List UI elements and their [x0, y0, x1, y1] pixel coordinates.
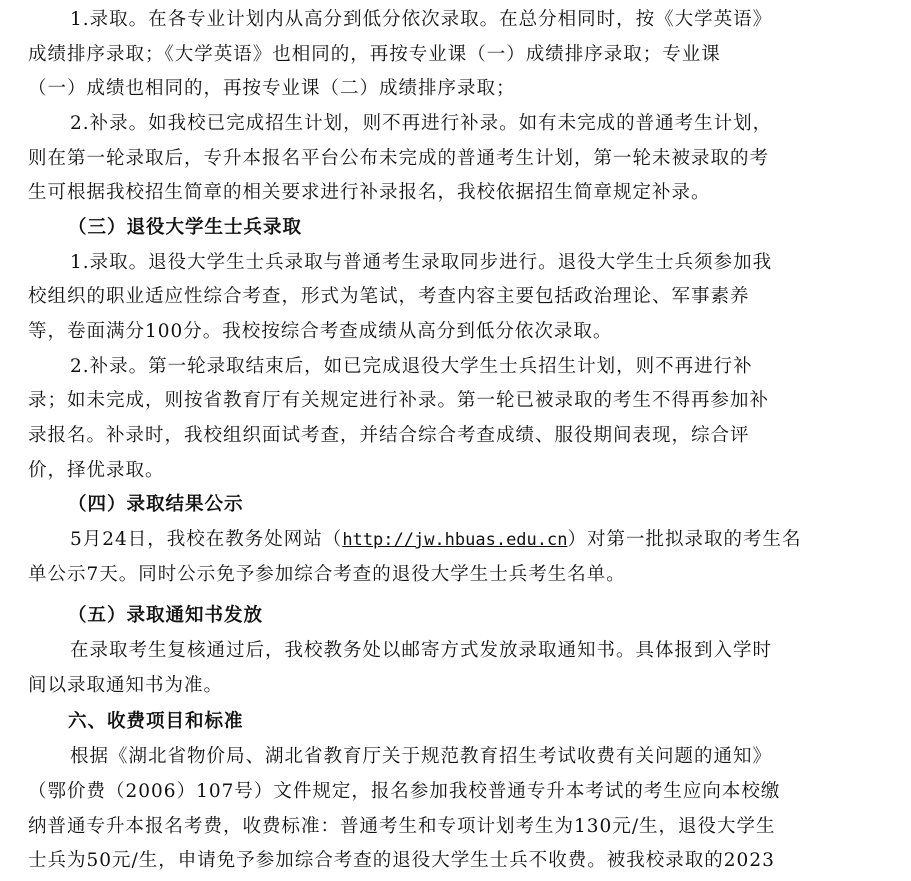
paragraph-line: 单公示7天。同时公示免予参加综合考查的退役大学生士兵考生名单。	[28, 564, 626, 585]
paragraph-line: 2.补录。如我校已完成招生计划，则不再进行补录。如有未完成的普通考生计划，	[70, 113, 773, 134]
section-heading-fees: 六、收费项目和标准	[68, 711, 244, 732]
paragraph-line: 在录取考生复核通过后，我校教务处以邮寄方式发放录取通知书。具体报到入学时	[70, 640, 773, 661]
paragraph-line: 1.录取。退役大学生士兵录取与普通考生录取同步进行。退役大学生士兵须参加我	[70, 252, 773, 273]
paragraph-line: 则在第一轮录取后，专升本报名平台公布未完成的普通考生计划，第一轮未被录取的考	[28, 148, 770, 169]
section-heading-notice: （五）录取通知书发放	[68, 605, 264, 626]
paragraph-text: ）对第一批拟录取的考生名	[567, 529, 802, 550]
paragraph-text: 5月24日，我校在教务处网站（	[70, 529, 343, 550]
paragraph-line: 生可根据我校招生简章的相关要求进行补录报名，我校依据招生简章规定补录。	[28, 182, 711, 203]
section-heading-results: （四）录取结果公示	[68, 494, 244, 515]
paragraph-line: 1.录取。在各专业计划内从高分到低分依次录取。在总分相同时，按《大学英语》	[70, 9, 773, 30]
website-link[interactable]: http://jw.hbuas.edu.cn	[342, 530, 568, 550]
paragraph-line: 校组织的职业适应性综合考查，形式为笔试，考查内容主要包括政治理论、军事素养	[28, 286, 750, 307]
paragraph-line: 纳普通专升本报名考费，收费标准：普通考生和专项计划考生为130元/生，退役大学生	[28, 816, 776, 837]
section-heading-veterans: （三）退役大学生士兵录取	[68, 217, 303, 238]
paragraph-line: （鄂价费（2006）107号）文件规定，报名参加我校普通专升本考试的考生应向本校缴	[28, 781, 781, 802]
paragraph-line: 价，择优录取。	[28, 460, 165, 481]
paragraph-line: 录报名。补录时，我校组织面试考查，并结合综合考查成绩、服役期间表现，综合评	[28, 425, 750, 446]
paragraph-line: 成绩排序录取；《大学英语》也相同的，再按专业课（一）成绩排序录取；专业课	[28, 44, 721, 65]
paragraph-line: 录；如未完成，则按省教育厅有关规定进行补录。第一轮已被录取的考生不得再参加补	[28, 390, 770, 411]
paragraph-line: （一）成绩也相同的，再按专业课（二）成绩排序录取；	[28, 78, 516, 99]
paragraph-line: 2.补录。第一轮录取结束后，如已完成退役大学生士兵招生计划，则不再进行补	[70, 356, 753, 377]
paragraph-line: 间以录取通知书为准。	[28, 675, 224, 696]
paragraph-line: 等，卷面满分100分。我校按综合考查成绩从高分到低分依次录取。	[28, 321, 613, 342]
paragraph-line	[70, 523, 911, 557]
paragraph-line: 士兵为50元/生，申请免予参加综合考查的退役大学生士兵不收费。被我校录取的2023	[28, 850, 775, 871]
paragraph-line: 根据《湖北省物价局、湖北省教育厅关于规范教育招生考试收费有关问题的通知》	[70, 746, 773, 767]
